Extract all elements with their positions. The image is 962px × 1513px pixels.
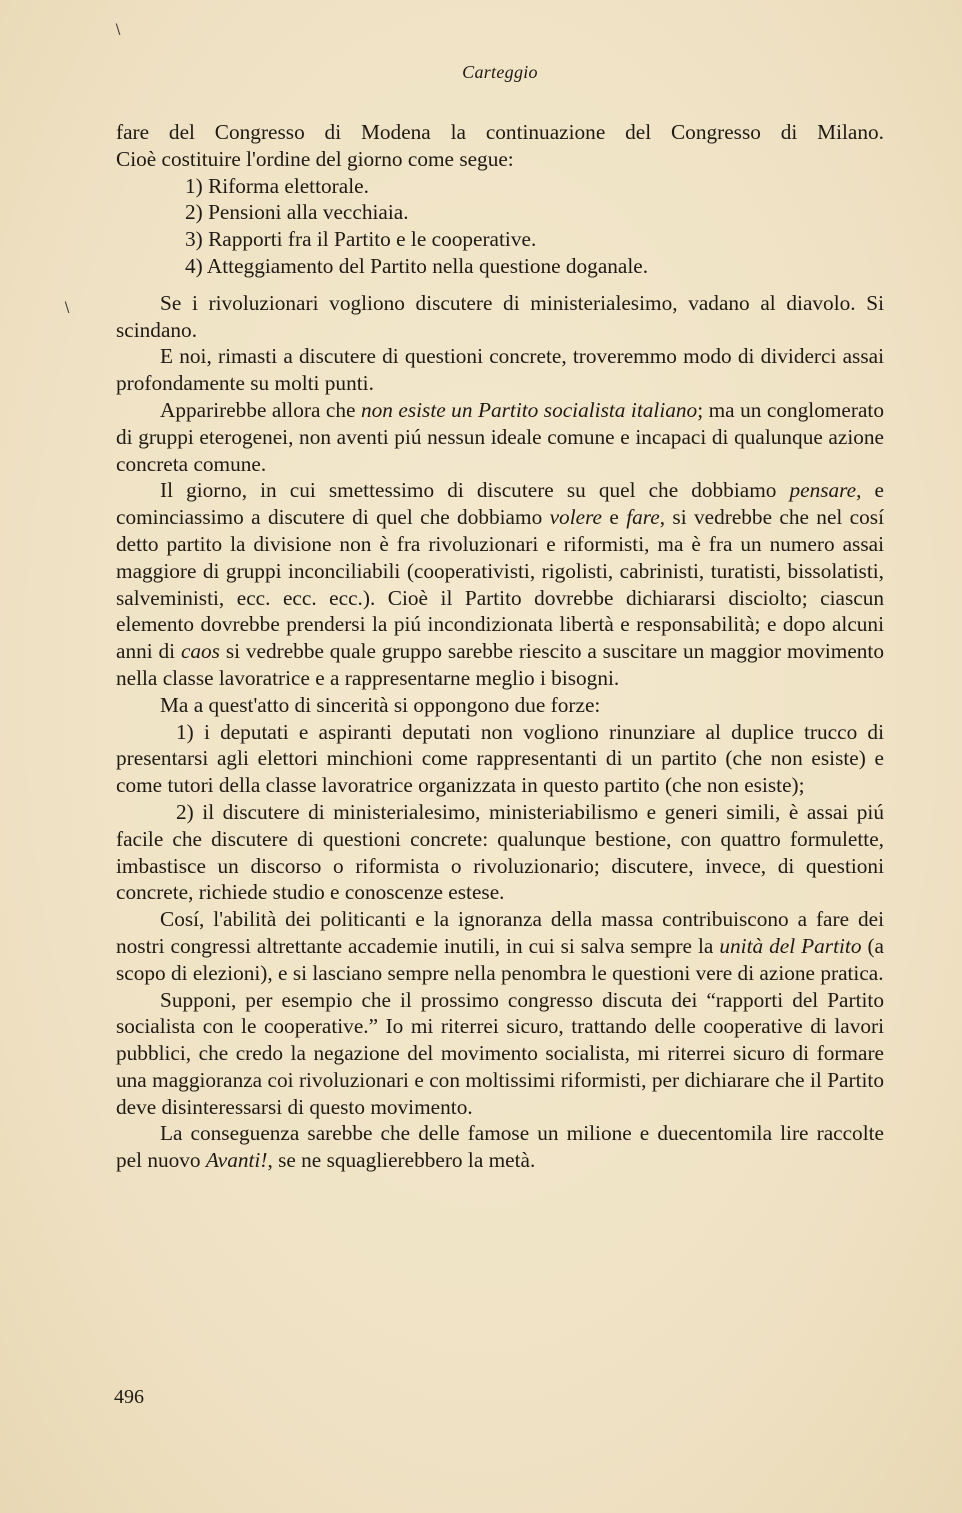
text-run: , se ne squaglierebbero la metà. xyxy=(267,1148,536,1173)
text-run: La conseguenza sarebbe che delle famose un milione e duecentomila lire raccolte pel nuovo xyxy=(116,1121,884,1173)
emphasis-text: fare xyxy=(626,505,660,530)
text-run: (a scopo di elezioni), e si lasciano sempre nella penombra le questioni vere di azione pratica. xyxy=(116,933,884,985)
page-number: 496 xyxy=(114,1386,144,1408)
paragraph: 1) i deputati e aspiranti deputati non vogliono rinunziare al duplice trucco di presentarsi agli elettori minchioni come rappresentanti di un partito (che non esiste) e come tutori della classe lavoratrice organizzata in questo partito (che non esiste); xyxy=(116,719,884,798)
text-run: Apparirebbe allora che xyxy=(160,397,361,422)
paragraph xyxy=(116,477,884,691)
text-run: , e cominciassimo a discutere di quel che dobbiamo xyxy=(116,478,884,530)
emphasis-text: unità del Partito xyxy=(719,933,862,958)
emphasis-text: non esiste un Partito socialista italiano xyxy=(360,397,698,422)
paragraph: Se i rivoluzionari vogliono discutere di ministerialesimo, vadano al diavolo. Si scindano. xyxy=(116,290,884,342)
list-item: 2) Pensioni alla vecchiaia. xyxy=(185,200,409,225)
text-run: Il giorno, in cui smettessimo di discutere su quel che dobbiamo xyxy=(160,478,790,503)
text-run: si vedrebbe quale gruppo sarebbe riescito a suscitare un maggior movimento nella classe lavoratrice e a rappresentarne meglio i bisogni. xyxy=(116,639,884,690)
emphasis-text: pensare xyxy=(789,478,857,503)
agenda-list xyxy=(116,173,884,280)
paragraph: E noi, rimasti a discutere di questioni concrete, troveremmo modo di dividerci assai profondamente su molti punti. xyxy=(116,344,884,396)
paragraph: Supponi, per esempio che il prossimo congresso discuta dei “rapporti del Partito socialista con le cooperative.” Io mi riterrei sicuro, trattando delle cooperative di lavori pubblici, che credo la negazione del movimento socialista, mi riterrei sicuro di formare una maggioranza coi rivoluzionari e con moltissimi riformisti, per dichiarare che il Partito deve disinteressarsi di questo movimento. xyxy=(116,987,884,1119)
text-run: Cosí, l'abilità dei politicanti e la ignoranza della massa contribuiscono a fare dei nostri congressi altrettante accademie inutili, in cui si salva sempre la xyxy=(116,907,884,958)
text-run: e xyxy=(602,505,627,530)
paragraph: Ma a quest'atto di sincerità si oppongono due forze: xyxy=(160,692,601,717)
paragraph xyxy=(116,1120,884,1174)
paragraph xyxy=(116,397,884,477)
header-title: Carteggio xyxy=(462,62,538,82)
emphasis-text: volere xyxy=(549,505,603,530)
ink-speck: ∖ xyxy=(62,301,71,316)
emphasis-text: Avanti! xyxy=(205,1148,268,1173)
running-header xyxy=(0,62,962,83)
paragraph xyxy=(116,906,884,986)
text-run: ; ma un conglomerato di gruppi eterogenei, non aventi piú nessun ideale comune e incapaci di qualunque azione concreta comune. xyxy=(116,397,884,476)
list-item: 1) Riforma elettorale. xyxy=(185,173,369,198)
ink-speck: ∖ xyxy=(113,23,122,38)
intro-line: fare del Congresso di Modena la continuazione del Congresso di Milano. xyxy=(116,120,884,144)
list-item: 3) Rapporti fra il Partito e le cooperative. xyxy=(185,227,537,252)
intro-line: Cioè costituire l'ordine del giorno come segue: xyxy=(116,146,514,171)
emphasis-text: caos xyxy=(180,639,220,664)
text-run: , si vedrebbe che nel cosí detto partito la divisione non è fra rivoluzionari e riformisti, ma è fra un numero assai maggiore di gruppi inconciliabili (cooperativisti, rigolisti, cabrinisti, turatisti, bissolatisti, salveministi, ecc. ecc. ecc.). Cioè il Partito dovrebbe dichiararsi disciolto; ciascun elemento dovrebbe prendersi la piú incondizionata libertà e responsabilità; e dopo alcuni anni di xyxy=(116,505,884,664)
letter-body xyxy=(116,119,884,1174)
list-item: 4) Atteggiamento del Partito nella questione doganale. xyxy=(185,253,649,278)
paragraph: 2) il discutere di ministerialesimo, ministeriabilismo e generi simili, è assai piú facile che discutere di questioni concrete: qualunque bestione, con quattro formulette, imbastisce un discorso o riformista o rivoluzionario; discutere, invece, di questioni concrete, richiede studio e conoscenze estese. xyxy=(116,799,884,905)
